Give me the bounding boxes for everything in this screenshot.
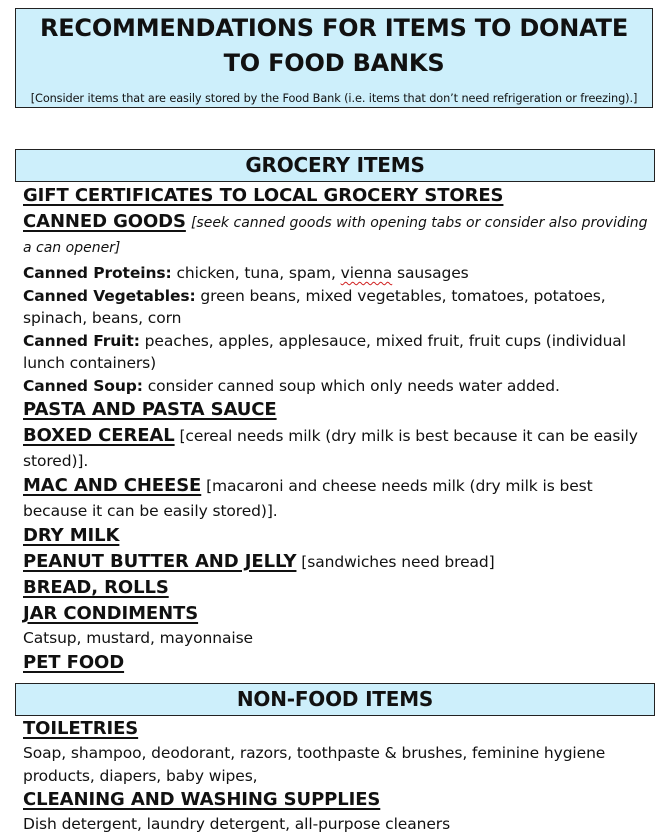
peanut-butter-note: [sandwiches need bread] — [301, 553, 495, 571]
grocery-list — [23, 183, 649, 676]
canned-goods-item — [23, 209, 649, 260]
canned-vegetables-label: Canned Vegetables: — [23, 286, 196, 305]
canned-proteins-text: chicken, tuna, spam, — [176, 264, 336, 282]
toiletries-heading: TOILETRIES — [23, 718, 139, 739]
canned-soup-label: Canned Soup: — [23, 376, 143, 395]
mac-and-cheese-heading: MAC AND CHEESE — [23, 475, 202, 496]
canned-soup-text: consider canned soup which only needs water added. — [147, 376, 560, 395]
boxed-cereal-note: [cereal needs milk (dry milk is best because it can be easily stored)]. — [23, 427, 638, 470]
canned-fruit-text: peaches, apples, applesauce, mixed fruit, fruit cups (individual lunch containers) — [23, 331, 626, 372]
canned-proteins-label: Canned Proteins: — [23, 264, 172, 282]
cleaning-heading: CLEANING AND WASHING SUPPLIES — [23, 789, 381, 810]
canned-fruit-label: Canned Fruit: — [23, 331, 140, 350]
canned-goods-heading: CANNED GOODS — [23, 211, 186, 232]
jar-condiments-heading: JAR CONDIMENTS — [23, 603, 199, 624]
jar-condiments-text: Catsup, mustard, mayonnaise — [23, 629, 253, 647]
pasta-heading: PASTA AND PASTA SAUCE — [23, 399, 277, 420]
gift-certificates-heading: GIFT CERTIFICATES TO LOCAL GROCERY STORES — [23, 185, 504, 206]
canned-vegetables-item — [23, 285, 649, 330]
toiletries-text: Soap, shampoo, deodorant, razors, toothpaste & brushes, feminine hygiene products, diapers, baby wipes, — [23, 744, 606, 785]
boxed-cereal-heading: BOXED CEREAL — [23, 425, 175, 446]
section-header-non-food: NON-FOOD ITEMS — [15, 683, 655, 716]
mac-and-cheese-note: [macaroni and cheese needs milk (dry milk is best because it can be easily stored)]. — [23, 477, 593, 520]
canned-proteins-text-end: sausages — [397, 264, 469, 282]
non-food-list — [23, 716, 649, 836]
section-header-grocery: GROCERY ITEMS — [15, 149, 655, 182]
dry-milk-heading: DRY MILK — [23, 525, 120, 546]
page-subtitle: [Consider items that are easily stored by the Food Bank (i.e. items that don’t need refrigeration or freezing).] — [30, 92, 638, 105]
canned-fruit-item — [23, 330, 649, 375]
peanut-butter-item — [23, 549, 649, 575]
mac-and-cheese-item — [23, 473, 649, 523]
peanut-butter-heading: PEANUT BUTTER AND JELLY — [23, 551, 297, 572]
page-title: RECOMMENDATIONS FOR ITEMS TO DONATE TO FOOD BANKS — [39, 14, 629, 77]
canned-vegetables-text: green beans, mixed vegetables, tomatoes, potatoes, spinach, beans, corn — [23, 286, 606, 327]
boxed-cereal-item — [23, 423, 649, 473]
bread-heading: BREAD, ROLLS — [23, 577, 169, 598]
pet-food-heading: PET FOOD — [23, 651, 125, 673]
title-banner — [15, 8, 653, 108]
spelling-flagged-word[interactable]: vienna — [340, 264, 393, 282]
canned-soup-item — [23, 375, 649, 398]
canned-proteins-item — [23, 262, 649, 285]
canned-goods-note: [seek canned goods with opening tabs or consider also providing a can opener] — [23, 215, 648, 256]
cleaning-text: Dish detergent, laundry detergent, all-purpose cleaners — [23, 815, 451, 833]
